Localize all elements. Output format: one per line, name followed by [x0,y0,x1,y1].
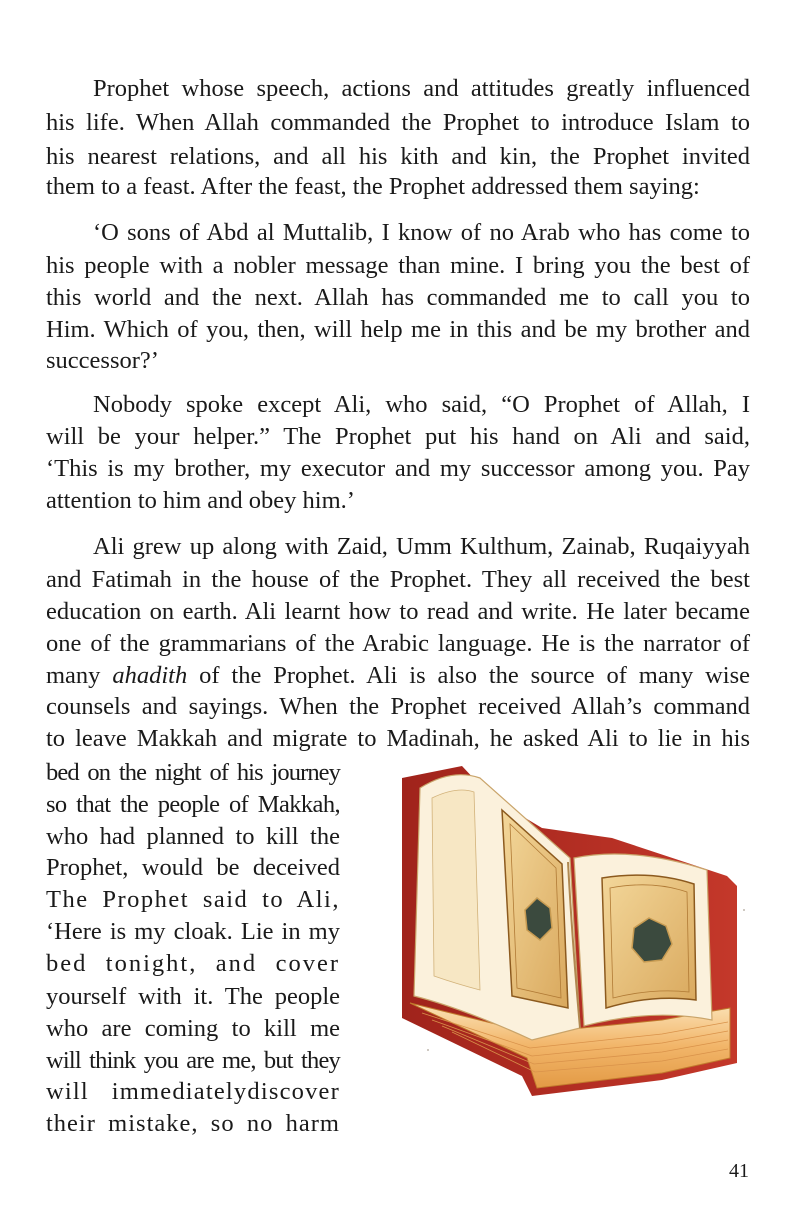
text-run: of the Prophet. Ali is also the source of many wise [199,662,750,689]
text-line: Ali grew up along with Zaid, Umm Kulthum, Zainab, Ruqaiyyah [93,533,750,560]
text-line [46,659,750,693]
text-line: his life. When Allah commanded the Prophet to introduce Islam to [46,109,750,136]
text-line: this world and the next. Allah has commanded me to call you to [46,284,750,311]
text-line: one of the grammarians of the Arabic language. He is the narrator of [46,630,750,657]
text-line: counsels and sayings. When the Prophet received Allah’s command [46,693,750,720]
text-line: successor?’ [46,347,159,374]
text-line: will immediatelydiscover [46,1078,340,1105]
text-line: bed tonight, and cover [46,950,340,977]
text-line: education on earth. Ali learnt how to read and write. He later became [46,598,750,625]
text-line: yourself with it. The people [46,983,340,1010]
text-line: will think you are me, but they [46,1047,340,1074]
text-line: Prophet, would be deceived [46,854,340,881]
text-line: who had planned to kill the [46,823,340,850]
page-number: 41 [729,1160,749,1182]
text-line: his people with a nobler message than mine. I bring you the best of [46,252,750,279]
open-book-illustration [362,758,750,1104]
text-line: his nearest relations, and all his kith and kin, the Prophet invited [46,143,750,170]
text-line: Nobody spoke except Ali, who said, “O Prophet of Allah, I [93,391,750,418]
text-line: ‘Here is my cloak. Lie in my [46,918,340,945]
text-line: their mistake, so no harm [46,1110,340,1137]
text-line: to leave Makkah and migrate to Madinah, he asked Ali to lie in his [46,725,750,752]
text-line: bed on the night of his journey [46,759,340,786]
text-line: will be your helper.” The Prophet put his hand on Ali and said, [46,423,750,450]
text-run: many [46,662,101,689]
text-line: ‘This is my brother, my executor and my successor among you. Pay [46,455,750,482]
text-line: so that the people of Makkah, [46,791,340,818]
text-line: Prophet whose speech, actions and attitudes greatly influenced [93,75,750,102]
text-line: The Prophet said to Ali, [46,886,340,913]
text-line: them to a feast. After the feast, the Prophet addressed them saying: [46,173,700,200]
text-line: attention to him and obey him.’ [46,487,355,514]
text-line: ‘O sons of Abd al Muttalib, I know of no Arab who has come to [93,219,750,246]
text-line: who are coming to kill me [46,1015,340,1042]
text-line: Him. Which of you, then, will help me in this and be my brother and [46,316,750,343]
text-line: and Fatimah in the house of the Prophet. They all received the best [46,566,750,593]
italic-term: ahadith [112,662,188,689]
